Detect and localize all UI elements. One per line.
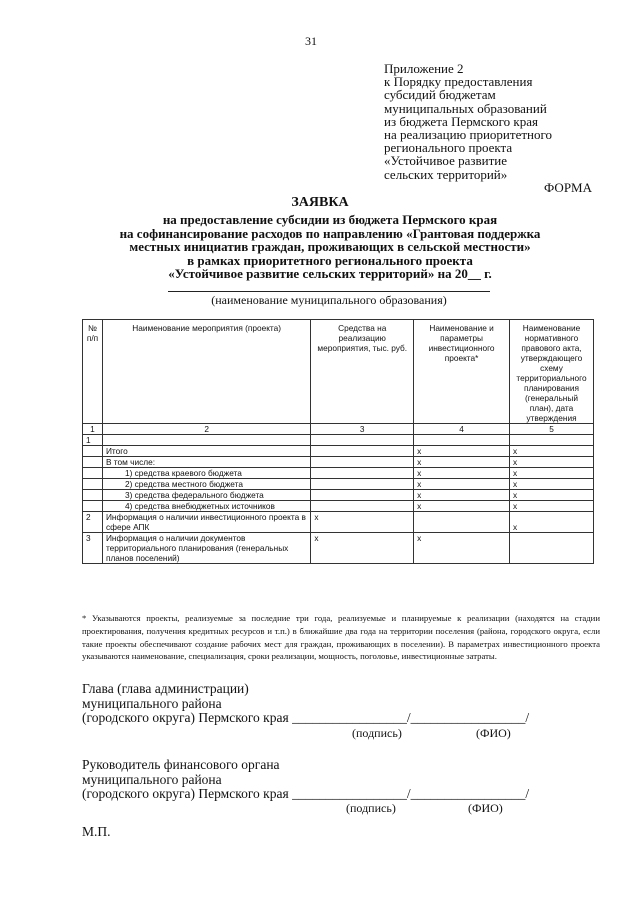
finance-signature-blank[interactable]: _________________/_________________/ [292, 786, 530, 801]
column-number: 2 [102, 424, 310, 435]
subtitle-line: на предоставление субсидии из бюджета Пермского края [162, 212, 498, 227]
table-cell [83, 490, 103, 501]
table-cell [83, 446, 103, 457]
header-cell: № п/п [83, 320, 103, 424]
appendix-line: регионального проекта [384, 140, 513, 156]
footnote: * Указываются проекты, реализуемые за последние три года, реализуемые и планируемые к реализации (находятся на стадии проектирования, получения кредитных ресурсов и т.п.) в ближайшие два года на территории поселения (района, городского округа, если такие проекты обеспечивают создание рабочих мест для граждан, проживающих в поселении). В параметрах инвестиционного проекта указываются наименование, специализация, сроки реализации, мощность, поголовье, инвестиционные затраты. [82, 613, 600, 662]
table-cell: 4) средства внебюджетных источников [102, 501, 310, 512]
table-cell: В том числе: [102, 457, 310, 468]
appendix-line: сельских территорий» [384, 166, 508, 182]
table-cell[interactable] [311, 457, 414, 468]
column-number: 4 [414, 424, 510, 435]
signature-title-line: муниципального района [82, 771, 222, 787]
name-label: (ФИО) [468, 801, 503, 815]
table-row [83, 435, 594, 446]
table-cell [83, 479, 103, 490]
table-cell: x [414, 457, 510, 468]
table-cell: 2 [83, 512, 103, 533]
table-cell: x [510, 490, 594, 501]
finance-signature-block [82, 758, 529, 802]
table-cell: 1 [83, 435, 103, 446]
table-cell: x [414, 479, 510, 490]
table-cell: Информация о наличии инвестиционного проекта в сфере АПК [102, 512, 310, 533]
table-cell: Информация о наличии документов территориального планирования (генеральных планов поселений) [102, 533, 310, 564]
table-cell: x [510, 501, 594, 512]
table-cell[interactable] [311, 479, 414, 490]
application-table [82, 319, 594, 564]
table-cell [83, 468, 103, 479]
table-cell [83, 501, 103, 512]
table-cell: x [510, 479, 594, 490]
table-cell: 3) средства федерального бюджета [102, 490, 310, 501]
subtitle-line: на софинансирование расходов по направлению «Грантовая поддержка [119, 225, 541, 241]
table-row [83, 468, 594, 479]
table-cell [83, 457, 103, 468]
appendix-line: к Порядку предоставления [384, 74, 533, 90]
table-cell: Итого [102, 446, 310, 457]
sign-label: (подпись) [352, 726, 402, 740]
table-cell[interactable] [414, 435, 510, 446]
table-cell: x [414, 468, 510, 479]
subtitle-line: местных инициатив граждан, проживающих в сельской местности» [129, 239, 531, 254]
table-cell: x [414, 533, 510, 564]
table-cell: x [414, 446, 510, 457]
table-row [83, 490, 594, 501]
column-number: 5 [510, 424, 594, 435]
table-row [83, 457, 594, 468]
municipality-fill-line[interactable] [168, 291, 490, 292]
table-cell: x [414, 490, 510, 501]
signature-title-line: Руководитель финансового органа [82, 757, 280, 772]
municipality-label: (наименование муниципального образования) [211, 293, 447, 307]
table-header-row [83, 320, 594, 424]
table-cell: x [510, 446, 594, 457]
table-row [83, 479, 594, 490]
table-cell[interactable] [510, 533, 594, 564]
table-row [83, 533, 594, 564]
head-signature-block [82, 682, 529, 726]
appendix-block [384, 62, 624, 181]
appendix-line: Приложение 2 [384, 61, 464, 76]
table-cell[interactable] [311, 435, 414, 446]
table-row [83, 512, 594, 533]
appendix-line: из бюджета Пермского края [384, 113, 539, 129]
page-number: 31 [305, 34, 317, 48]
column-number: 1 [83, 424, 103, 435]
document-title: ЗАЯВКА [291, 195, 349, 210]
sign-label: (подпись) [346, 801, 396, 815]
signature-title-line: муниципального района [82, 695, 222, 711]
signature-title-line: Глава (глава администрации) [82, 681, 249, 696]
table-cell: x [510, 512, 594, 533]
name-label: (ФИО) [476, 726, 511, 740]
table-cell: x [311, 533, 414, 564]
header-cell: Средства на реализацию мероприятия, тыс. руб. [311, 320, 414, 424]
subtitle-line: «Устойчивое развитие сельских территорий» на 20__ г. [168, 266, 492, 281]
signature-title-line: (городского округа) Пермского края [82, 710, 289, 725]
table-cell[interactable] [414, 512, 510, 533]
appendix-line: «Устойчивое развитие [384, 153, 508, 169]
table-cell[interactable] [311, 501, 414, 512]
signature-title-line: (городского округа) Пермского края [82, 786, 289, 801]
table-cell: x [311, 512, 414, 533]
table-row [83, 501, 594, 512]
column-number: 3 [311, 424, 414, 435]
table-cell: x [510, 457, 594, 468]
table-row [83, 446, 594, 457]
appendix-line: муниципальных образований [384, 100, 547, 116]
table-cell[interactable] [510, 435, 594, 446]
appendix-line: на реализацию приоритетного [384, 127, 552, 143]
table-cell: 1) средства краевого бюджета [102, 468, 310, 479]
header-cell: Наименование нормативного правового акта, утверждающего схему территориального планирования (генеральный план), дата утверждения [510, 320, 594, 424]
document-subtitle [60, 213, 600, 281]
header-cell: Наименование мероприятия (проекта) [102, 320, 310, 424]
header-cell: Наименование и параметры инвестиционного проекта* [414, 320, 510, 424]
subtitle-line: в рамках приоритетного регионального проекта [187, 252, 473, 268]
stamp-label: М.П. [82, 824, 111, 839]
table-cell[interactable] [311, 490, 414, 501]
head-signature-blank[interactable]: _________________/_________________/ [292, 710, 530, 725]
column-number-row [83, 424, 594, 435]
table-cell: x [414, 501, 510, 512]
form-label: ФОРМА [544, 180, 592, 195]
table-cell[interactable] [102, 435, 310, 446]
table-cell: 3 [83, 533, 103, 564]
table-cell[interactable] [311, 446, 414, 457]
table-cell: 2) средства местного бюджета [102, 479, 310, 490]
table-cell[interactable] [311, 468, 414, 479]
appendix-line: субсидий бюджетам [384, 87, 496, 103]
table-cell: x [510, 468, 594, 479]
